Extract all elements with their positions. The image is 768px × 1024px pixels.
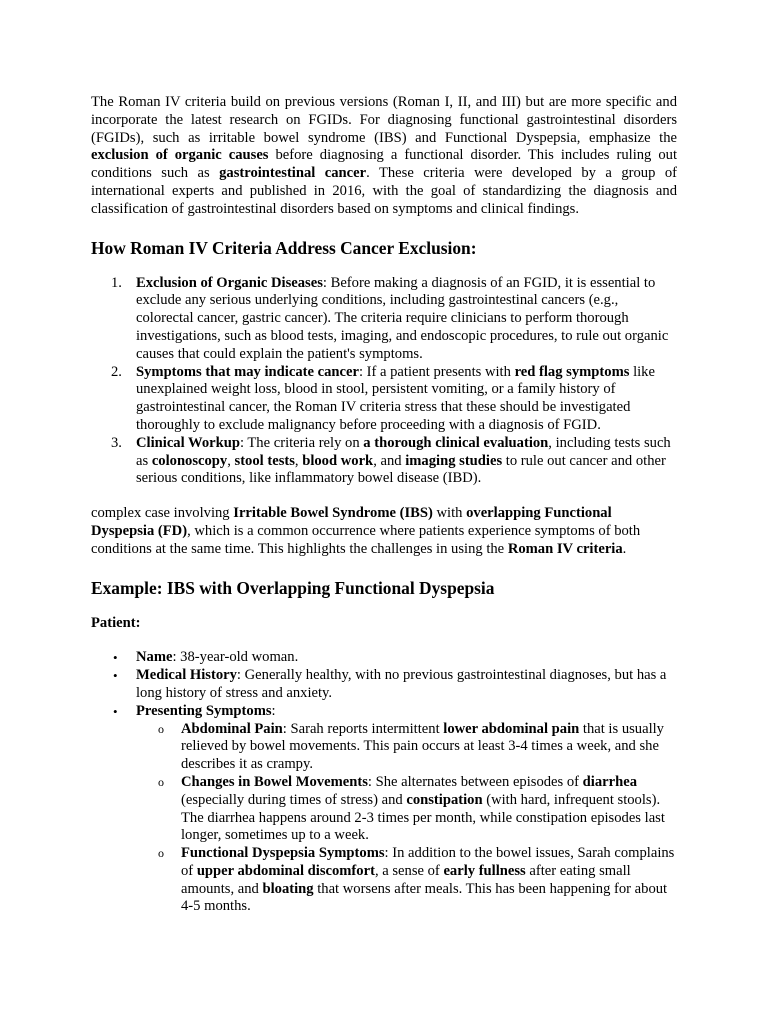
sub-bullet-marker: o	[158, 774, 164, 789]
para-text: .	[622, 540, 627, 557]
intro-bold-organic-causes: exclusion of organic causes	[91, 147, 269, 164]
complex-case-paragraph	[91, 505, 677, 558]
intro-text-2: before diagnosing a functional disorder. This includes ruling out conditions such as	[91, 147, 677, 182]
intro-bold-gi-cancer: gastrointestinal cancer	[219, 165, 367, 182]
patient-label: Patient:	[91, 614, 141, 631]
item-bold: blood work	[302, 452, 374, 469]
list-item-organic-diseases	[91, 275, 677, 364]
bullet-marker: •	[113, 650, 118, 666]
list-item-medical-history	[91, 667, 677, 703]
item-text: to rule out cancer and other serious conditions, like inflammatory bowel disease (IBD).	[136, 452, 666, 487]
item-bold: red flag symptoms	[514, 363, 630, 380]
document-page	[91, 94, 677, 916]
item-bold: imaging studies	[405, 452, 503, 469]
item-bold: early fullness	[443, 862, 526, 879]
item-text: ,	[227, 452, 235, 469]
sublist-item-bowel-changes	[136, 774, 677, 845]
item-text: , including tests such as	[136, 434, 671, 469]
list-number: 3.	[111, 434, 122, 451]
intro-paragraph	[91, 94, 677, 219]
cancer-exclusion-list	[91, 275, 677, 489]
item-text: : If a patient presents with	[358, 363, 515, 380]
item-bold: colonoscopy	[151, 452, 228, 469]
item-text: , a sense of	[374, 862, 444, 879]
item-text: , and	[373, 452, 406, 469]
item-text: : She alternates between episodes of	[367, 773, 583, 790]
item-bold: upper abdominal discomfort	[196, 862, 375, 879]
item-bold: diarrhea	[582, 773, 637, 790]
item-text: that is usually relieved by bowel movements. This pain occurs at least 3-4 times a week, and she describes it as crampy.	[181, 720, 664, 773]
list-number: 2.	[111, 363, 122, 380]
patient-details-list	[91, 649, 677, 916]
para-text: , which is a common occurrence where patients experience symptoms of both conditions at the same time. This highlights the challenges in using the	[91, 522, 641, 557]
item-title: Medical History	[136, 667, 237, 684]
heading-example: Example: IBS with Overlapping Functional Dyspepsia	[91, 577, 495, 598]
item-title: Symptoms that may indicate cancer	[136, 363, 359, 380]
sub-bullet-marker: o	[158, 721, 164, 736]
heading-cancer-exclusion: How Roman IV Criteria Address Cancer Exclusion:	[91, 237, 477, 258]
list-item-clinical-workup	[91, 435, 677, 488]
item-text: :	[271, 702, 276, 719]
item-text: after eating small amounts, and	[181, 862, 631, 897]
item-text: : In addition to the bowel issues, Sarah complains of	[181, 845, 675, 879]
item-bold: bloating	[262, 880, 314, 897]
item-text: ,	[294, 452, 303, 469]
item-text: : 38-year-old woman.	[172, 649, 299, 666]
intro-text-3: . These criteria were developed by a group of international experts and published in 2016, with the goal of standardizing the diagnosis and classification of gastrointestinal disorders based on symptoms and clinical findings.	[91, 165, 677, 217]
item-title: Presenting Symptoms	[136, 702, 272, 719]
para-bold-ibs: Irritable Bowel Syndrome (IBS)	[233, 505, 433, 522]
item-text: like unexplained weight loss, blood in stool, persistent vomiting, or a family history of gastrointestinal cancer, the Roman IV criteria stress that these should be investigated thoroughly to exclude malignancy before proceeding with a diagnosis of FGID.	[136, 363, 655, 433]
item-title: Clinical Workup	[136, 434, 240, 451]
item-text: : The criteria rely on	[239, 434, 364, 451]
intro-text-1: The Roman IV criteria build on previous versions (Roman I, II, and III) but are more specific and incorporate the latest research on FGIDs. For diagnosing functional gastrointestinal disorders (FGIDs), such as irritable bowel syndrome (IBS) and Functional Dyspepsia, emphasize the	[91, 94, 677, 146]
item-text: (with hard, infrequent stools). The diarrhea happens around 2-3 times per month, while constipation episodes last longer, sometimes up to a week.	[181, 791, 665, 844]
item-bold: stool tests	[234, 452, 295, 469]
sub-bullet-marker: o	[158, 846, 164, 861]
para-bold-fd: overlapping Functional Dyspepsia (FD)	[91, 505, 612, 539]
bullet-marker: •	[113, 703, 118, 719]
item-bold: a thorough clinical evaluation	[363, 434, 549, 451]
list-item-presenting-symptoms	[91, 703, 677, 917]
para-bold-roman-iv: Roman IV criteria	[507, 540, 623, 557]
item-text: : Generally healthy, with no previous gastrointestinal diagnoses, but has a long history of stress and anxiety.	[136, 667, 667, 701]
item-text: that worsens after meals. This has been happening for about 4-5 months.	[181, 880, 668, 915]
item-title: Functional Dyspepsia Symptoms	[181, 845, 385, 862]
item-text: : Sarah reports intermittent	[282, 720, 444, 737]
item-bold: lower abdominal pain	[443, 720, 580, 737]
item-title: Changes in Bowel Movements	[181, 773, 368, 790]
item-text: (especially during times of stress) and	[181, 791, 407, 808]
sublist-item-abdominal-pain	[136, 721, 677, 774]
symptoms-sublist	[136, 721, 677, 917]
list-item-cancer-symptoms	[91, 364, 677, 435]
para-text: with	[432, 505, 467, 522]
para-text: complex case involving	[91, 505, 234, 522]
item-title: Exclusion of Organic Diseases	[136, 274, 323, 291]
item-title: Name	[136, 649, 173, 666]
item-bold: constipation	[406, 791, 483, 808]
list-item-name	[91, 649, 677, 667]
item-text: : Before making a diagnosis of an FGID, it is essential to exclude any serious underlying conditions, including gastrointestinal cancers (e.g., colorectal cancer, gastric cancer). The criteria require clinicians to perform thorough investigations, such as blood tests, imaging, and endoscopic procedures, to rule out organic causes that could explain the patient's symptoms.	[136, 274, 669, 362]
bullet-marker: •	[113, 668, 118, 684]
sublist-item-dyspepsia-symptoms	[136, 845, 677, 916]
list-number: 1.	[111, 274, 122, 291]
item-title: Abdominal Pain	[181, 720, 283, 737]
